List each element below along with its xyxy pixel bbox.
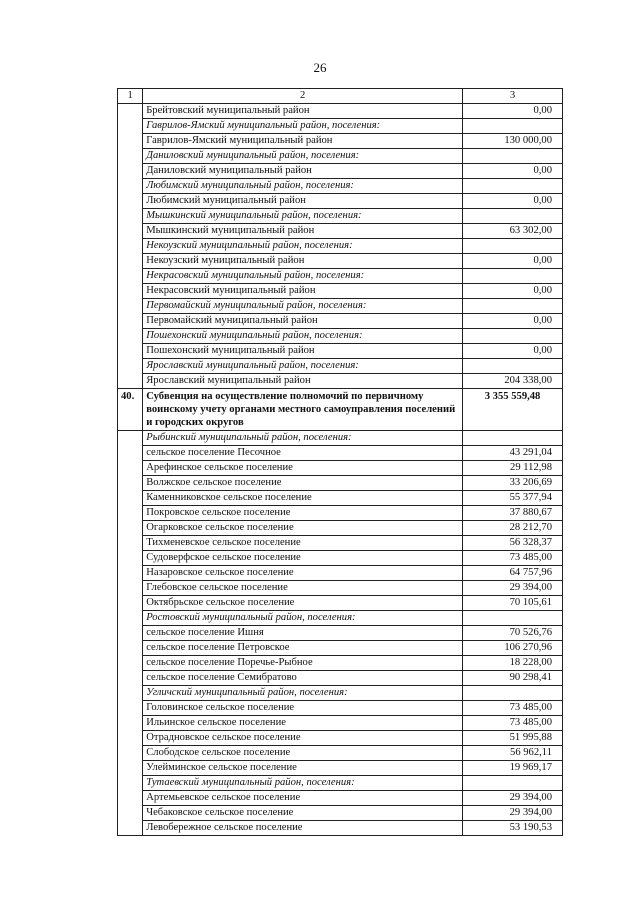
row-name: сельское поселение Поречье-Рыбное	[143, 656, 463, 671]
table-row	[118, 446, 563, 461]
row-value	[463, 299, 563, 314]
row-value: 73 485,00	[463, 551, 563, 566]
row-number	[118, 194, 143, 209]
row-value: 3 355 559,48	[463, 389, 563, 431]
table-row	[118, 716, 563, 731]
row-number	[118, 476, 143, 491]
row-value	[463, 209, 563, 224]
row-number: 40.	[118, 389, 143, 431]
row-name: Ярославский муниципальный район, поселения:	[143, 359, 463, 374]
table-row	[118, 596, 563, 611]
row-value: 130 000,00	[463, 134, 563, 149]
row-number	[118, 431, 143, 446]
row-name: Некоузский муниципальный район, поселения:	[143, 239, 463, 254]
row-number	[118, 656, 143, 671]
row-name: Даниловский муниципальный район, поселения:	[143, 149, 463, 164]
subheader-row	[118, 179, 563, 194]
table-row	[118, 314, 563, 329]
table-row	[118, 476, 563, 491]
row-value: 56 962,11	[463, 746, 563, 761]
row-name: Левобережное сельское поселение	[143, 821, 463, 836]
row-name: Угличский муниципальный район, поселения:	[143, 686, 463, 701]
row-name: Некоузский муниципальный район	[143, 254, 463, 269]
row-number	[118, 254, 143, 269]
table-row	[118, 626, 563, 641]
table-row	[118, 344, 563, 359]
row-value: 73 485,00	[463, 701, 563, 716]
row-name: Улейминское сельское поселение	[143, 761, 463, 776]
row-value: 0,00	[463, 284, 563, 299]
row-number	[118, 731, 143, 746]
row-name: Рыбинский муниципальный район, поселения:	[143, 431, 463, 446]
table-row	[118, 521, 563, 536]
row-name: Октябрьское сельское поселение	[143, 596, 463, 611]
table-row	[118, 641, 563, 656]
row-value: 43 291,04	[463, 446, 563, 461]
row-value	[463, 776, 563, 791]
row-number	[118, 746, 143, 761]
row-value: 28 212,70	[463, 521, 563, 536]
header-col-1: 1	[118, 89, 143, 104]
row-value	[463, 179, 563, 194]
row-value	[463, 431, 563, 446]
row-number	[118, 641, 143, 656]
row-value: 53 190,53	[463, 821, 563, 836]
row-number	[118, 299, 143, 314]
subheader-row	[118, 776, 563, 791]
page-number: 26	[313, 60, 327, 75]
subheader-row	[118, 431, 563, 446]
table-row	[118, 566, 563, 581]
row-number	[118, 566, 143, 581]
row-value: 90 298,41	[463, 671, 563, 686]
table-row	[118, 581, 563, 596]
table-row	[118, 806, 563, 821]
row-name: Даниловский муниципальный район	[143, 164, 463, 179]
row-name: Слободское сельское поселение	[143, 746, 463, 761]
row-number	[118, 581, 143, 596]
subheader-row	[118, 611, 563, 626]
row-value: 29 394,00	[463, 806, 563, 821]
row-number	[118, 491, 143, 506]
row-number	[118, 686, 143, 701]
row-name: Головинское сельское поселение	[143, 701, 463, 716]
table-row	[118, 461, 563, 476]
row-value: 63 302,00	[463, 224, 563, 239]
row-number	[118, 329, 143, 344]
table-row	[118, 791, 563, 806]
row-number	[118, 209, 143, 224]
table-row	[118, 821, 563, 836]
row-number	[118, 611, 143, 626]
row-number	[118, 284, 143, 299]
table-row	[118, 254, 563, 269]
table-row	[118, 761, 563, 776]
row-name: Судоверфское сельское поселение	[143, 551, 463, 566]
subheader-row	[118, 329, 563, 344]
row-name: Волжское сельское поселение	[143, 476, 463, 491]
row-value: 0,00	[463, 164, 563, 179]
row-value: 37 880,67	[463, 506, 563, 521]
header-col-2: 2	[143, 89, 463, 104]
row-value: 0,00	[463, 344, 563, 359]
row-value: 64 757,96	[463, 566, 563, 581]
row-name: Гаврилов-Ямский муниципальный район, поселения:	[143, 119, 463, 134]
row-number	[118, 596, 143, 611]
row-value	[463, 119, 563, 134]
row-value: 29 394,00	[463, 581, 563, 596]
row-name: Первомайский муниципальный район	[143, 314, 463, 329]
row-number	[118, 359, 143, 374]
row-number	[118, 446, 143, 461]
subheader-row	[118, 359, 563, 374]
row-value: 29 112,98	[463, 461, 563, 476]
row-name: Тутаевский муниципальный район, поселения:	[143, 776, 463, 791]
row-name: Тихменевское сельское поселение	[143, 536, 463, 551]
row-name: Назаровское сельское поселение	[143, 566, 463, 581]
row-value: 33 206,69	[463, 476, 563, 491]
subheader-row	[118, 269, 563, 284]
row-value: 18 228,00	[463, 656, 563, 671]
table-row	[118, 284, 563, 299]
table-row	[118, 194, 563, 209]
row-value: 19 969,17	[463, 761, 563, 776]
table-row	[118, 164, 563, 179]
row-value: 73 485,00	[463, 716, 563, 731]
row-number	[118, 134, 143, 149]
row-value: 29 394,00	[463, 791, 563, 806]
row-name: Артемьевское сельское поселение	[143, 791, 463, 806]
row-value: 70 526,76	[463, 626, 563, 641]
row-number	[118, 224, 143, 239]
row-number	[118, 374, 143, 389]
subheader-row	[118, 686, 563, 701]
table-row	[118, 656, 563, 671]
row-number	[118, 761, 143, 776]
row-number	[118, 791, 143, 806]
row-value	[463, 239, 563, 254]
table-row	[118, 506, 563, 521]
row-name: Ильинское сельское поселение	[143, 716, 463, 731]
row-name: сельское поселение Петровское	[143, 641, 463, 656]
row-value: 70 105,61	[463, 596, 563, 611]
row-name: Мышкинский муниципальный район	[143, 224, 463, 239]
row-value: 0,00	[463, 254, 563, 269]
subheader-row	[118, 209, 563, 224]
row-number	[118, 461, 143, 476]
row-name: Отрадновское сельское поселение	[143, 731, 463, 746]
header-col-3: 3	[463, 89, 563, 104]
table-row	[118, 671, 563, 686]
row-value: 55 377,94	[463, 491, 563, 506]
row-name: Чебаковское сельское поселение	[143, 806, 463, 821]
subsidy-table	[117, 88, 563, 836]
row-value: 106 270,96	[463, 641, 563, 656]
row-name: Субвенция на осуществление полномочий по первичному воинскому учету органами местного самоуправления поселений и городских округов	[143, 389, 463, 431]
row-name: Арефинское сельское поселение	[143, 461, 463, 476]
row-name: Ростовский муниципальный район, поселения:	[143, 611, 463, 626]
table-row	[118, 491, 563, 506]
table-body	[118, 89, 563, 836]
row-number	[118, 164, 143, 179]
row-value: 56 328,37	[463, 536, 563, 551]
row-name: сельское поселение Ишня	[143, 626, 463, 641]
row-number	[118, 149, 143, 164]
subheader-row	[118, 299, 563, 314]
table-row	[118, 134, 563, 149]
row-value	[463, 359, 563, 374]
subheader-row	[118, 119, 563, 134]
row-name: сельское поселение Семибратово	[143, 671, 463, 686]
row-name: Пошехонский муниципальный район, поселения:	[143, 329, 463, 344]
section-row	[118, 389, 563, 431]
row-name: Любимский муниципальный район	[143, 194, 463, 209]
row-number	[118, 239, 143, 254]
row-value	[463, 149, 563, 164]
row-number	[118, 344, 143, 359]
row-number	[118, 314, 143, 329]
table-row	[118, 731, 563, 746]
row-name: Глебовское сельское поселение	[143, 581, 463, 596]
row-name: сельское поселение Песочное	[143, 446, 463, 461]
table-row	[118, 104, 563, 119]
table-row	[118, 701, 563, 716]
table-row	[118, 551, 563, 566]
row-name: Ярославский муниципальный район	[143, 374, 463, 389]
row-number	[118, 776, 143, 791]
row-number	[118, 506, 143, 521]
row-value	[463, 686, 563, 701]
row-number	[118, 179, 143, 194]
row-number	[118, 521, 143, 536]
row-name: Гаврилов-Ямский муниципальный район	[143, 134, 463, 149]
row-number	[118, 806, 143, 821]
row-name: Некрасовский муниципальный район, поселения:	[143, 269, 463, 284]
row-value: 0,00	[463, 194, 563, 209]
row-number	[118, 269, 143, 284]
row-name: Первомайский муниципальный район, поселения:	[143, 299, 463, 314]
row-number	[118, 626, 143, 641]
row-value: 204 338,00	[463, 374, 563, 389]
row-name: Огарковское сельское поселение	[143, 521, 463, 536]
row-number	[118, 821, 143, 836]
row-value	[463, 269, 563, 284]
row-number	[118, 701, 143, 716]
subheader-row	[118, 239, 563, 254]
table-header-row	[118, 89, 563, 104]
row-name: Покровское сельское поселение	[143, 506, 463, 521]
row-name: Мышкинский муниципальный район, поселения:	[143, 209, 463, 224]
row-name: Брейтовский муниципальный район	[143, 104, 463, 119]
row-value: 51 995,88	[463, 731, 563, 746]
row-number	[118, 671, 143, 686]
row-value: 0,00	[463, 314, 563, 329]
row-number	[118, 536, 143, 551]
row-number	[118, 551, 143, 566]
row-value	[463, 611, 563, 626]
row-value	[463, 329, 563, 344]
row-number	[118, 104, 143, 119]
row-name: Каменниковское сельское поселение	[143, 491, 463, 506]
row-number	[118, 119, 143, 134]
table-row	[118, 536, 563, 551]
row-number	[118, 716, 143, 731]
row-name: Пошехонский муниципальный район	[143, 344, 463, 359]
table-row	[118, 224, 563, 239]
table-row	[118, 374, 563, 389]
table-row	[118, 746, 563, 761]
row-name: Любимский муниципальный район, поселения:	[143, 179, 463, 194]
subheader-row	[118, 149, 563, 164]
row-value: 0,00	[463, 104, 563, 119]
row-name: Некрасовский муниципальный район	[143, 284, 463, 299]
